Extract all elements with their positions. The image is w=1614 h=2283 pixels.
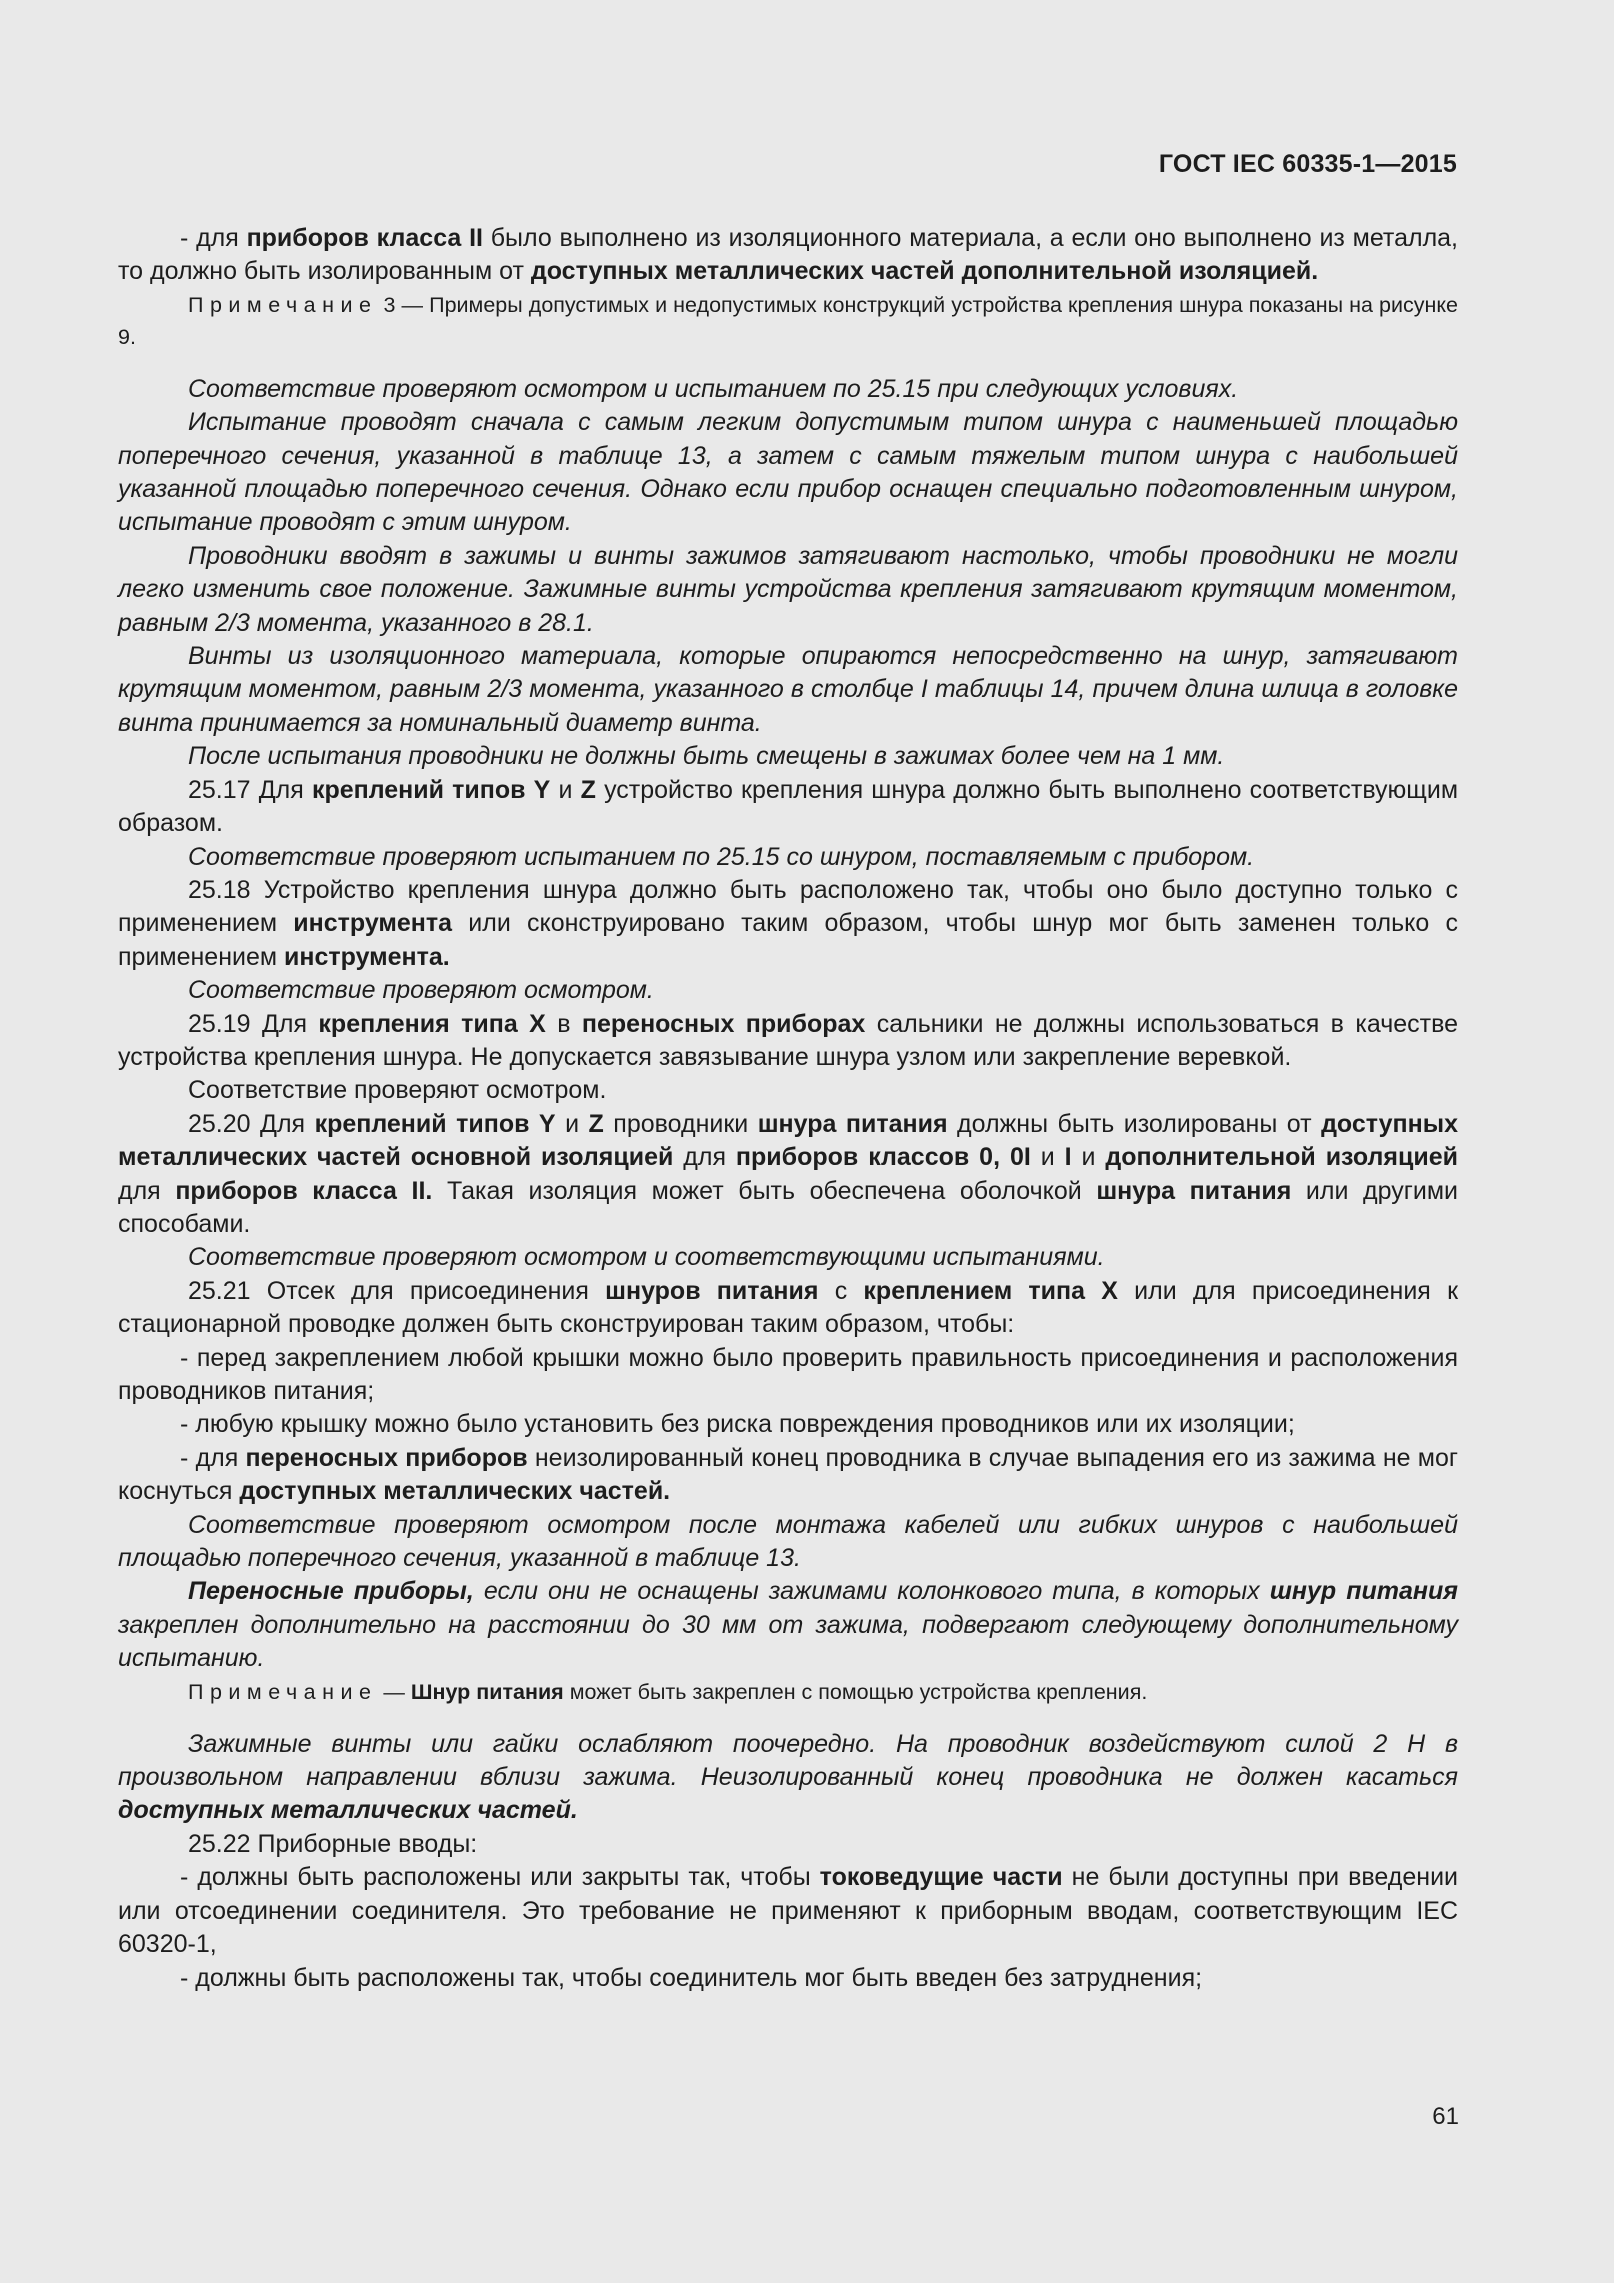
list-item-cover-check: - перед закреплением любой крышки можно было проверить правильность присоединения и расположения проводников питания;	[118, 1343, 1458, 1405]
test-text-12: Зажимные винты или гайки ослабляют поочередно. На проводник воздействуют силой 2 Н в произвольном направлении вблизи зажима. Неизолированный конец проводника не должен касаться доступных металлических частей.	[118, 1729, 1458, 1825]
compliance-text-6: Соответствие проверяют испытанием по 25.15 со шнуром, поставляемым с прибором.	[188, 842, 1255, 871]
compliance-text-7: Соответствие проверяют осмотром.	[188, 976, 654, 1005]
list-item-cover-install: - любую крышку можно было установить без риска повреждения проводников или их изоляции;	[180, 1410, 1295, 1439]
note-3: Примечание 3 — Примеры допустимых и недопустимых конструкций устройства крепления шнура показаны на рисунке 9.	[118, 292, 1458, 349]
page-number: 61	[1432, 2103, 1459, 2130]
document-header: ГОСТ IEC 60335-1—2015	[1158, 150, 1457, 178]
test-text-4: Винты из изоляционного материала, которые опираются непосредственно на шнур, затягивают крутящим моментом, равным 2/3 момента, указанного в столбце I таблицы 14, причем длина шлица в головке винта принимается за номинальный диаметр винта.	[118, 642, 1458, 737]
clause-25-17: 25.17 Для креплений типов Y и Z устройство крепления шнура должно быть выполнено соответствующим образом.	[118, 775, 1459, 838]
page-content	[118, 222, 1458, 1995]
paragraph-class-ii-insulation: - для приборов класса II было выполнено из изоляционного материала, а если оно выполнено из металла, то должно быть изолированным от доступных металлических частей дополнительной изоляцией.	[118, 224, 1459, 286]
compliance-text-9: Соответствие проверяют осмотром и соответствующими испытаниями.	[188, 1243, 1105, 1272]
clause-25-19: 25.19 Для крепления типа X в переносных приборах сальники не должны использоваться в качестве устройства крепления шнура. Не допускается завязывание шнура узлом или закрепление веревкой.	[118, 1009, 1458, 1071]
list-item-live-parts: - должны быть расположены или закрыты так, чтобы токоведущие части не были доступны при введении или отсоединении соединителя. Это требование не применяют к приборным вводам, соответствующим IEC 60320-1,	[118, 1863, 1458, 1959]
list-item-connector-insertion: - должны быть расположены так, чтобы соединитель мог быть введен без затруднения;	[180, 1963, 1203, 1992]
note-power-cord: Примечание — Шнур питания может быть закреплен с помощью устройства крепления.	[188, 1679, 1148, 1704]
compliance-text-8: Соответствие проверяют осмотром.	[188, 1076, 607, 1105]
clause-25-22: 25.22 Приборные вводы:	[188, 1829, 478, 1858]
compliance-text-10: Соответствие проверяют осмотром после монтажа кабелей или гибких шнуров с наибольшей площадью поперечного сечения, указанной в таблице 13.	[118, 1510, 1458, 1573]
list-item-portable-conductor: - для переносных приборов неизолированный конец проводника в случае выпадения его из зажима не мог коснуться доступных металлических частей.	[118, 1443, 1458, 1506]
test-text-5: После испытания проводники не должны быть смещены в зажимах более чем на 1 мм.	[188, 742, 1225, 771]
portable-appliances-test: Переносные приборы, если они не оснащены зажимами колонкового типа, в которых шнур питания закреплен дополнительно на расстоянии до 30 мм от зажима, подвергают следующему дополнительному испытанию.	[118, 1577, 1459, 1673]
clause-25-18: 25.18 Устройство крепления шнура должно быть расположено так, чтобы оно было доступно только с применением инструмента или сконструировано таким образом, чтобы шнур мог быть заменен только с применением инструмента.	[118, 875, 1458, 971]
test-text-3: Проводники вводят в зажимы и винты зажимов затягивают настолько, чтобы проводники не могли легко изменить свое положение. Зажимные винты устройства крепления затягивают крутящим моментом, равным 2/3 момента, указанного в 28.1.	[118, 541, 1458, 637]
clause-25-21: 25.21 Отсек для присоединения шнуров питания с креплением типа X или для присоединения к стационарной проводке должен быть сконструирован таким образом, чтобы:	[118, 1276, 1459, 1339]
test-text-2: Испытание проводят сначала с самым легким допустимым типом шнура с наименьшей площадью поперечного сечения, указанной в таблице 13, а затем с самым тяжелым типом шнура с наибольшей указанной площадью поперечного сечения. Однако если прибор оснащен специально подготовленным шнуром, испытание проводят с этим шнуром.	[118, 408, 1458, 537]
compliance-text-1: Соответствие проверяют осмотром и испытанием по 25.15 при следующих условиях.	[188, 374, 1239, 403]
clause-25-20: 25.20 Для креплений типов Y и Z проводники шнура питания должны быть изолированы от доступных металлических частей основной изоляцией для приборов классов 0, 0I и I и дополнительной изоляцией для приборов класса II. Такая изоляция может быть обеспечена оболочкой шнура питания или другими способами.	[118, 1109, 1459, 1238]
